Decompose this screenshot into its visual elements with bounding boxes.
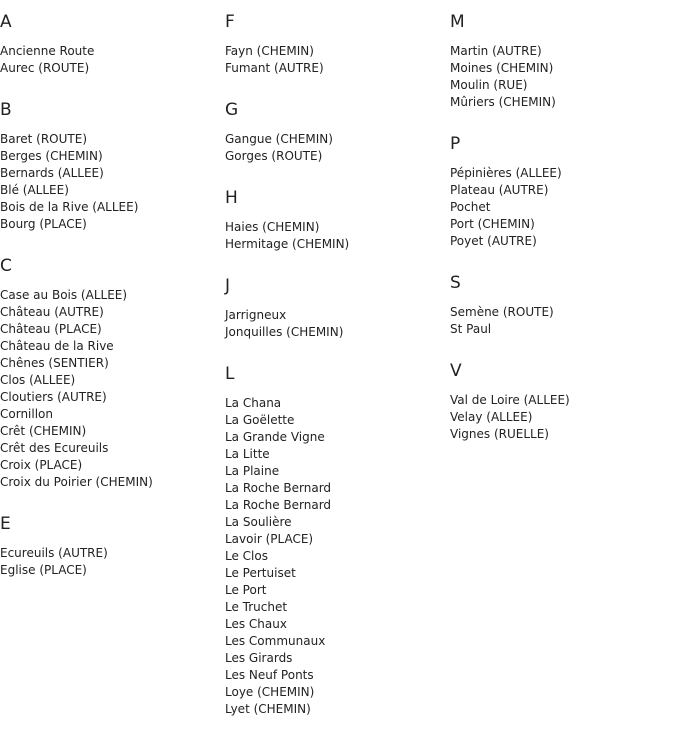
street-link[interactable]: Crêt (CHEMIN) — [0, 424, 87, 438]
street-link[interactable]: Val de Loire (ALLEE) — [450, 393, 570, 407]
letter-group-f — [225, 12, 445, 77]
letter-heading: A — [0, 12, 12, 32]
street-link[interactable]: Ancienne Route — [0, 44, 95, 58]
street-link[interactable]: La Roche Bernard — [225, 481, 332, 495]
street-link[interactable]: La Litte — [225, 447, 270, 461]
street-link[interactable]: Haies (CHEMIN) — [225, 220, 320, 234]
street-link[interactable]: Gangue (CHEMIN) — [225, 132, 333, 146]
street-link[interactable]: Les Chaux — [225, 617, 287, 631]
street-list — [225, 395, 445, 718]
street-list — [450, 304, 670, 338]
letter-heading: V — [450, 361, 462, 381]
letter-group-g — [225, 100, 445, 165]
street-link[interactable]: Pépinières (ALLEE) — [450, 166, 562, 180]
street-list — [0, 545, 220, 579]
street-link[interactable]: Mûriers (CHEMIN) — [450, 95, 556, 109]
street-list — [450, 392, 670, 443]
street-link[interactable]: Les Girards — [225, 651, 293, 665]
street-link[interactable]: La Grande Vigne — [225, 430, 325, 444]
letter-group-a — [0, 12, 220, 77]
letter-heading: H — [225, 188, 238, 208]
street-link[interactable]: Les Communaux — [225, 634, 326, 648]
street-list — [0, 131, 220, 233]
letter-heading: J — [225, 276, 231, 296]
letter-group-p — [450, 134, 670, 250]
street-link[interactable]: Pochet — [450, 200, 491, 214]
street-link[interactable]: Jarrigneux — [225, 308, 287, 322]
street-link[interactable]: Château (PLACE) — [0, 322, 102, 336]
street-link[interactable]: Ecureuils (AUTRE) — [0, 546, 108, 560]
street-list — [225, 131, 445, 165]
street-link[interactable]: Cornillon — [0, 407, 53, 421]
letter-heading: M — [450, 12, 465, 32]
street-link[interactable]: Bois de la Rive (ALLEE) — [0, 200, 139, 214]
street-link[interactable]: Port (CHEMIN) — [450, 217, 535, 231]
street-link[interactable]: Martin (AUTRE) — [450, 44, 542, 58]
street-link[interactable]: Chênes (SENTIER) — [0, 356, 109, 370]
letter-group-e — [0, 514, 220, 579]
street-link[interactable]: Blé (ALLEE) — [0, 183, 69, 197]
letter-group-s — [450, 273, 670, 338]
street-link[interactable]: Château de la Rive — [0, 339, 114, 353]
street-link[interactable]: Croix (PLACE) — [0, 458, 83, 472]
letter-heading: G — [225, 100, 239, 120]
letter-heading: S — [450, 273, 461, 293]
street-column-2 — [225, 12, 445, 741]
letter-group-l — [225, 364, 445, 718]
street-link[interactable]: Bourg (PLACE) — [0, 217, 87, 231]
street-list — [225, 219, 445, 253]
street-link[interactable]: Plateau (AUTRE) — [450, 183, 549, 197]
street-link[interactable]: St Paul — [450, 322, 492, 336]
street-list — [450, 165, 670, 250]
street-link[interactable]: Aurec (ROUTE) — [0, 61, 90, 75]
street-column-3 — [450, 12, 670, 466]
street-link[interactable]: Bernards (ALLEE) — [0, 166, 104, 180]
letter-heading: C — [0, 256, 12, 276]
street-link[interactable]: Cloutiers (AUTRE) — [0, 390, 107, 404]
street-link[interactable]: Berges (CHEMIN) — [0, 149, 103, 163]
street-list — [225, 307, 445, 341]
street-link[interactable]: Les Neuf Ponts — [225, 668, 314, 682]
street-link[interactable]: La Chana — [225, 396, 282, 410]
street-list — [0, 43, 220, 77]
street-link[interactable]: Semène (ROUTE) — [450, 305, 554, 319]
street-link[interactable]: Lyet (CHEMIN) — [225, 702, 311, 716]
street-link[interactable]: Gorges (ROUTE) — [225, 149, 323, 163]
street-link[interactable]: La Soulière — [225, 515, 292, 529]
letter-group-h — [225, 188, 445, 253]
street-link[interactable]: Clos (ALLEE) — [0, 373, 76, 387]
street-link[interactable]: La Roche Bernard — [225, 498, 332, 512]
street-link[interactable]: Jonquilles (CHEMIN) — [225, 325, 344, 339]
street-link[interactable]: Case au Bois (ALLEE) — [0, 288, 128, 302]
street-link[interactable]: Vignes (RUELLE) — [450, 427, 549, 441]
letter-heading: L — [225, 364, 235, 384]
street-link[interactable]: Hermitage (CHEMIN) — [225, 237, 350, 251]
letter-group-b — [0, 100, 220, 233]
street-link[interactable]: Moulin (RUE) — [450, 78, 528, 92]
street-link[interactable]: Loye (CHEMIN) — [225, 685, 315, 699]
street-link[interactable]: Crêt des Ecureuils — [0, 441, 109, 455]
street-link[interactable]: Fumant (AUTRE) — [225, 61, 324, 75]
street-link[interactable]: Le Pertuiset — [225, 566, 296, 580]
street-link[interactable]: Château (AUTRE) — [0, 305, 104, 319]
street-link[interactable]: Lavoir (PLACE) — [225, 532, 314, 546]
letter-heading: F — [225, 12, 235, 32]
letter-group-j — [225, 276, 445, 341]
street-link[interactable]: Poyet (AUTRE) — [450, 234, 537, 248]
street-list — [225, 43, 445, 77]
letter-heading: P — [450, 134, 461, 154]
street-column-1 — [0, 12, 220, 602]
letter-heading: B — [0, 100, 12, 120]
street-link[interactable]: Velay (ALLEE) — [450, 410, 533, 424]
street-link[interactable]: Baret (ROUTE) — [0, 132, 87, 146]
letter-group-m — [450, 12, 670, 111]
street-list — [0, 287, 220, 491]
street-list — [450, 43, 670, 111]
street-link[interactable]: Moines (CHEMIN) — [450, 61, 554, 75]
street-link[interactable]: Le Truchet — [225, 600, 288, 614]
letter-group-v — [450, 361, 670, 443]
street-link[interactable]: Le Port — [225, 583, 267, 597]
street-link[interactable]: Eglise (PLACE) — [0, 563, 87, 577]
letter-group-c — [0, 256, 220, 491]
street-link[interactable]: Le Clos — [225, 549, 268, 563]
street-link[interactable]: La Goëlette — [225, 413, 295, 427]
street-link[interactable]: Croix du Poirier (CHEMIN) — [0, 475, 153, 489]
street-link[interactable]: Fayn (CHEMIN) — [225, 44, 314, 58]
letter-heading: E — [0, 514, 11, 534]
street-link[interactable]: La Plaine — [225, 464, 280, 478]
